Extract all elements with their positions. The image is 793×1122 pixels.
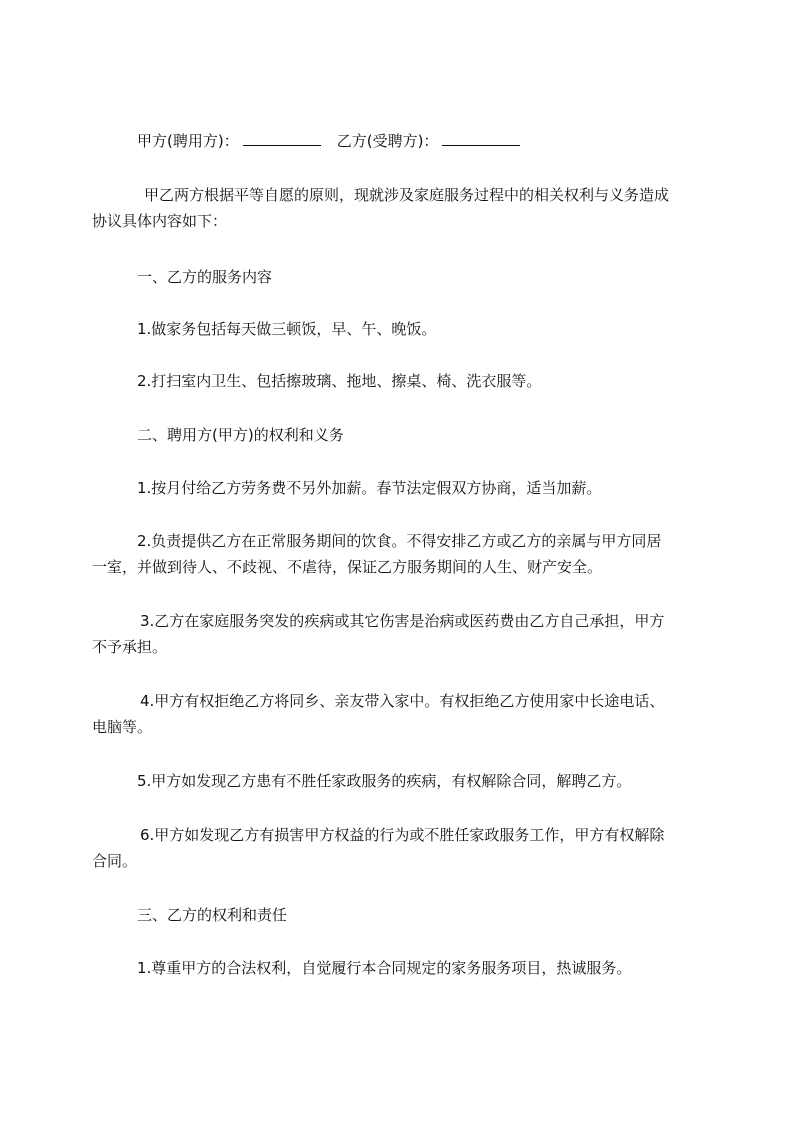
party-fill-row [137, 131, 528, 151]
party-a-label: 甲方(聘用方)： [137, 132, 239, 150]
section-2-item-2-line-2: 一室，并做到待人、不歧视、不虐待，保证乙方服务期间的人生、财产安全。 [92, 558, 603, 576]
section-2-item-3-line-2: 不予承担。 [92, 638, 168, 656]
section-1-item-2: 2.打扫室内卫生、包括擦玻璃、拖地、擦桌、椅、洗衣服等。 [137, 372, 542, 390]
section-2-item-1: 1.按月付给乙方劳务费不另外加薪。春节法定假双方协商，适当加薪。 [137, 479, 602, 497]
section-2-item-5: 5.甲方如发现乙方患有不胜任家政服务的疾病，有权解除合同，解聘乙方。 [137, 772, 632, 790]
section-2-item-4-line-1: 4.甲方有权拒绝乙方将同乡、亲友带入家中。有权拒绝乙方使用家中长途电话、 [140, 692, 665, 710]
section-3-item-1: 1.尊重甲方的合法权利，自觉履行本合同规定的家务服务项目，热诚服务。 [137, 959, 632, 977]
section-2-title: 二、聘用方(甲方)的权利和义务 [137, 426, 344, 444]
party-a-blank[interactable] [243, 131, 321, 146]
section-1-title: 一、乙方的服务内容 [137, 268, 273, 286]
section-2-item-6-line-2: 合同。 [92, 852, 138, 870]
intro-line-2: 协议具体内容如下： [92, 212, 228, 230]
section-2-item-6-line-1: 6.甲方如发现乙方有损害甲方权益的行为或不胜任家政服务工作，甲方有权解除 [140, 826, 665, 844]
section-3-title: 三、乙方的权利和责任 [137, 906, 288, 924]
section-2-item-4-line-2: 电脑等。 [92, 718, 153, 736]
intro-line-1: 甲乙两方根据平等自愿的原则，现就涉及家庭服务过程中的相关权利与义务造成 [144, 186, 670, 204]
section-2-item-2-line-1: 2.负责提供乙方在正常服务期间的饮食。不得安排乙方或乙方的亲属与甲方同居 [137, 532, 662, 550]
party-b-label: 乙方(受聘方)： [336, 132, 439, 150]
section-2-item-3-line-1: 3.乙方在家庭服务突发的疾病或其它伤害是治病或医药费由乙方自己承担，甲方 [140, 612, 665, 630]
section-1-item-1: 1.做家务包括每天做三顿饭，早、午、晚饭。 [137, 320, 437, 338]
party-b-blank[interactable] [442, 131, 520, 146]
